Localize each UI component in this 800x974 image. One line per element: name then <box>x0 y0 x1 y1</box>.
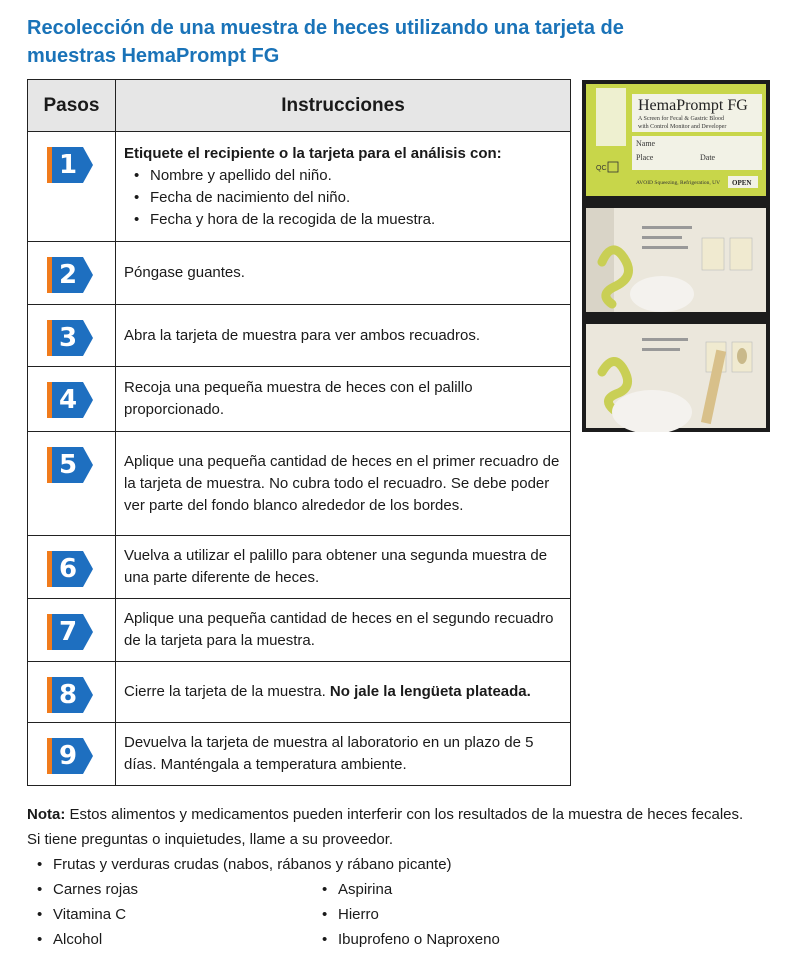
step-instruction-cell <box>116 432 571 536</box>
note-paragraph <box>27 802 757 852</box>
interference-item: • Alcohol <box>27 927 567 952</box>
step-number-cell <box>28 432 116 536</box>
step-text: Cierre la tarjeta de la muestra. <box>124 683 330 700</box>
interference-item: • Aspirina <box>312 877 612 902</box>
step-row <box>28 367 571 432</box>
instructions-table <box>27 79 571 786</box>
step-badge <box>45 256 95 294</box>
interference-item: • Ibuprofeno o Naproxeno <box>312 927 612 952</box>
step-badge <box>45 737 95 775</box>
step-warning: No jale la lengüeta plateada. <box>329 683 531 700</box>
photo-subtitle2: with Control Monitor and Developer <box>638 124 727 130</box>
sample-card-photos <box>582 80 770 432</box>
photo-open-label: OPEN <box>732 179 752 187</box>
step-number-cell <box>28 242 116 305</box>
header-steps: Pasos <box>28 80 116 132</box>
photo-brand: HemaPrompt FG <box>638 97 748 114</box>
step-instruction-cell <box>116 305 571 367</box>
step-row <box>28 599 571 662</box>
step-text: Devuelva la tarjeta de muestra al laboratorio en un plazo de 5 días. Manténgala a temperatura ambiente. <box>124 734 534 773</box>
step-subitem: • Nombre y apellido del niño. <box>124 165 562 187</box>
step-number: 1 <box>58 150 78 180</box>
photo-subtitle1: A Screen for Fecal & Gastric Blood <box>638 116 724 122</box>
photo-place-label: Place <box>636 153 654 162</box>
step-sublist <box>124 165 562 231</box>
step-badge <box>45 550 95 588</box>
step-number-cell <box>28 662 116 723</box>
step-row <box>28 132 571 242</box>
page-title: Recolección de una muestra de heces utilizando una tarjeta de muestras HemaPrompt FG <box>27 17 624 67</box>
step-number: 3 <box>58 323 78 353</box>
interference-item: • Frutas y verduras crudas (nabos, rábanos y rábano picante) <box>27 852 567 877</box>
step-text: Aplique una pequeña cantidad de heces en el primer recuadro de la tarjeta de muestra. No cubra todo el recuadro. Se debe poder ver parte del fondo blanco alrededor de los bordes. <box>124 452 560 514</box>
step-badge <box>45 381 95 419</box>
step-badge <box>45 676 95 714</box>
step-instruction-cell <box>116 132 571 242</box>
step-instruction-cell <box>116 242 571 305</box>
step-row <box>28 305 571 367</box>
step-instruction-cell <box>116 599 571 662</box>
note-label: Nota: <box>27 806 66 823</box>
step-number: 7 <box>58 617 78 647</box>
step-instruction-cell <box>116 723 571 786</box>
step-row <box>28 432 571 536</box>
photo-date-label: Date <box>700 153 716 162</box>
note-text: Estos alimentos y medicamentos pueden interferir con los resultados de la muestra de heces fecales. Si tiene preguntas o inquietudes, llame a su proveedor. <box>27 806 744 848</box>
step-number-cell <box>28 599 116 662</box>
step-number: 5 <box>58 450 78 480</box>
step-row <box>28 536 571 599</box>
step-number-cell <box>28 132 116 242</box>
photo-avoid-label: AVOID Squeezing, Refrigeration, UV <box>636 180 721 186</box>
interference-item: • Vitamina C <box>27 902 567 927</box>
interference-list-right <box>312 877 612 952</box>
step-intro: Etiquete el recipiente o la tarjeta para el análisis con: <box>124 144 502 162</box>
step-text: Póngase guantes. <box>124 264 245 281</box>
interference-item: • Hierro <box>312 902 612 927</box>
step-number: 6 <box>58 554 78 584</box>
step-number: 2 <box>58 260 78 290</box>
step-instruction-cell <box>116 367 571 432</box>
step-badge <box>45 146 95 184</box>
step-number: 8 <box>58 680 78 710</box>
step-subitem: • Fecha de nacimiento del niño. <box>124 187 562 209</box>
step-badge <box>45 446 95 484</box>
step-text: Abra la tarjeta de muestra para ver ambos recuadros. <box>124 326 481 344</box>
interference-item: • Carnes rojas <box>27 877 567 902</box>
step-text: Aplique una pequeña cantidad de heces en el segundo recuadro de la tarjeta para la muestra. <box>124 610 554 649</box>
step-number-cell <box>28 536 116 599</box>
step-instruction-cell <box>116 536 571 599</box>
step-badge <box>45 613 95 651</box>
step-subitem: • Fecha y hora de la recogida de la muestra. <box>124 209 562 231</box>
step-row <box>28 242 571 305</box>
step-number-cell <box>28 305 116 367</box>
step-number: 9 <box>58 741 78 771</box>
photo-qc-label: QC <box>596 165 607 172</box>
photo-name-label: Name <box>636 139 656 148</box>
step-number: 4 <box>58 385 78 415</box>
step-row <box>28 723 571 786</box>
step-text: Recoja una pequeña muestra de heces con el palillo proporcionado. <box>124 379 473 418</box>
step-number-cell <box>28 723 116 786</box>
step-badge <box>45 319 95 357</box>
step-text: Vuelva a utilizar el palillo para obtener una segunda muestra de una parte diferente de heces. <box>124 547 548 586</box>
step-number-cell <box>28 367 116 432</box>
step-instruction-cell <box>116 662 571 723</box>
header-instructions: Instrucciones <box>116 80 571 132</box>
step-row <box>28 662 571 723</box>
